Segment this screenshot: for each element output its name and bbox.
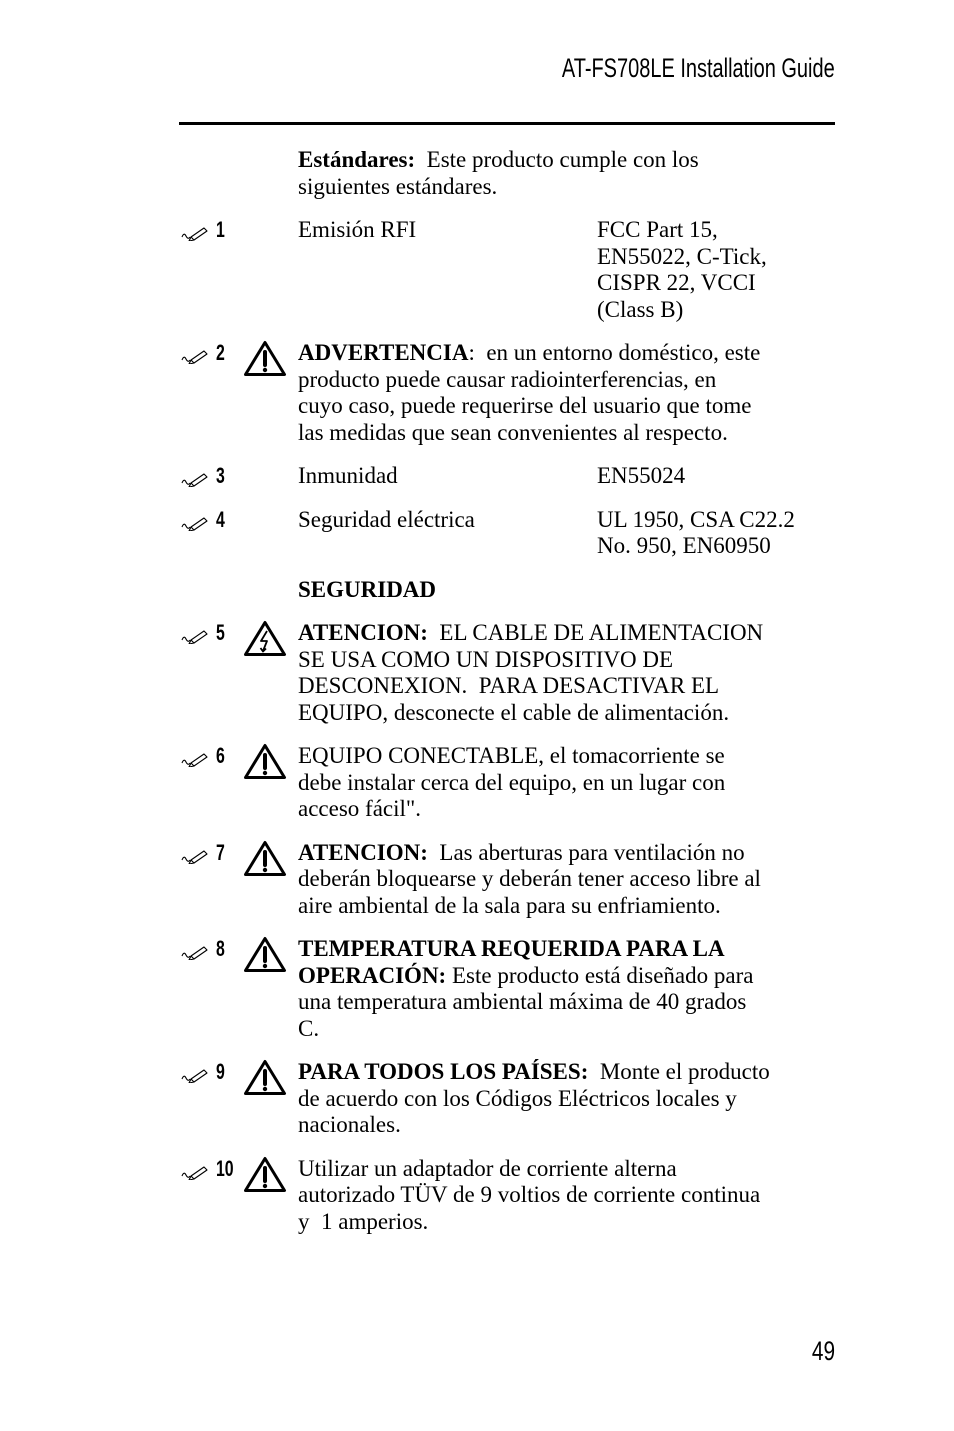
note-paragraph (298, 743, 835, 823)
note-row-2 (179, 340, 835, 446)
note-text: Monte el producto de acuerdo con los Códigos Eléctricos locales y nacionales. (298, 1059, 770, 1137)
note-paragraph (298, 1156, 835, 1236)
note-paragraph (298, 620, 835, 726)
note-number: 6 (216, 743, 225, 768)
warning-icon (243, 1059, 298, 1096)
note-row-3 (179, 463, 835, 490)
note-row-6 (179, 743, 835, 823)
page-body (179, 147, 835, 1252)
standard-label: Emisión RFI (298, 217, 417, 242)
note-number: 10 (216, 1155, 234, 1181)
pencil-note-icon (181, 1067, 212, 1083)
pencil-note-icon (181, 1164, 212, 1180)
standard-entry (298, 507, 835, 560)
note-paragraph (298, 1059, 835, 1139)
note-row-7 (179, 840, 835, 920)
note-paragraph (298, 936, 835, 1042)
warning-icon (243, 1156, 298, 1193)
warning-icon (243, 936, 298, 973)
note-row-8 (179, 936, 835, 1042)
standard-value: UL 1950, CSA C22.2 No. 950, EN60950 (597, 506, 795, 558)
standard-value: EN55024 (597, 463, 686, 488)
warning-icon (243, 840, 298, 877)
warning-icon (243, 340, 298, 377)
note-text: Este producto está diseñado para una temperatura ambiental máxima de 40 grados C. (298, 962, 754, 1041)
pencil-note-icon (181, 751, 212, 767)
pencil-note-icon (181, 515, 212, 531)
note-text: EL CABLE DE ALIMENTACION SE USA COMO UN DISPOSITIVO DE DESCONEXION. PARA DESACTIVAR EL EQUIPO, desconecte el cable de alimentación. (298, 620, 764, 725)
note-lead: ATENCION: (298, 620, 428, 645)
pencil-note-icon (181, 848, 212, 864)
header-rule (179, 122, 835, 125)
note-number: 3 (216, 463, 225, 488)
note-text: Las aberturas para ventilación no deberán bloquearse y deberán tener acceso libre al aire ambiental de la sala para su enfriamiento. (298, 839, 761, 918)
note-paragraph (298, 340, 835, 446)
safety-heading-row (179, 577, 835, 604)
note-lead: ATENCION: (298, 839, 428, 865)
note-row-9 (179, 1059, 835, 1139)
standard-value: FCC Part 15, EN55022, C-Tick, CISPR 22, VCCI (Class B) (597, 217, 767, 322)
note-number: 5 (216, 620, 225, 645)
pencil-note-icon (181, 348, 212, 364)
note-text: : en un entorno doméstico, este producto puede causar radiointerferencias, en cuyo caso, puede requerirse del usuario que tome las medidas que sean convenientes al respecto. (298, 340, 761, 445)
warning-icon (243, 743, 298, 780)
note-number: 7 (216, 839, 225, 865)
page-number: 49 (811, 1336, 835, 1366)
electric-shock-warning-icon (243, 620, 298, 657)
safety-heading: SEGURIDAD (298, 576, 437, 602)
intro-text: Este producto cumple con los siguientes estándares. (298, 147, 699, 199)
pencil-note-icon (181, 471, 212, 487)
standard-label: Seguridad eléctrica (298, 506, 475, 532)
note-row-5 (179, 620, 835, 726)
note-row-1 (179, 217, 835, 323)
note-paragraph (298, 840, 835, 920)
note-number: 2 (216, 340, 225, 365)
note-row-4 (179, 507, 835, 560)
pencil-note-icon (181, 225, 212, 241)
note-number: 9 (216, 1059, 225, 1084)
pencil-note-icon (181, 944, 212, 960)
standards-intro (179, 147, 835, 200)
intro-paragraph (298, 147, 835, 200)
pencil-note-icon (181, 628, 212, 644)
note-lead: TEMPERATURA REQUERIDA PARA LA OPERACIÓN: (298, 936, 725, 988)
standard-label: Inmunidad (298, 463, 398, 488)
standard-entry (298, 463, 835, 490)
note-row-10 (179, 1156, 835, 1236)
note-text: EQUIPO CONECTABLE, el tomacorriente se debe instalar cerca del equipo, en un lugar con acceso fácil". (298, 743, 726, 821)
note-lead: PARA TODOS LOS PAÍSES: (298, 1059, 589, 1084)
note-number: 4 (216, 506, 225, 532)
note-text: Utilizar un adaptador de corriente alterna autorizado TÜV de 9 voltios de corriente continua y 1 amperios. (298, 1155, 761, 1234)
intro-lead: Estándares: (298, 147, 416, 172)
running-header-title: AT-FS708LE Installation Guide (562, 53, 835, 83)
note-number: 1 (216, 217, 225, 242)
note-lead: ADVERTENCIA (298, 340, 469, 365)
note-number: 8 (216, 936, 225, 961)
standard-entry (298, 217, 835, 323)
